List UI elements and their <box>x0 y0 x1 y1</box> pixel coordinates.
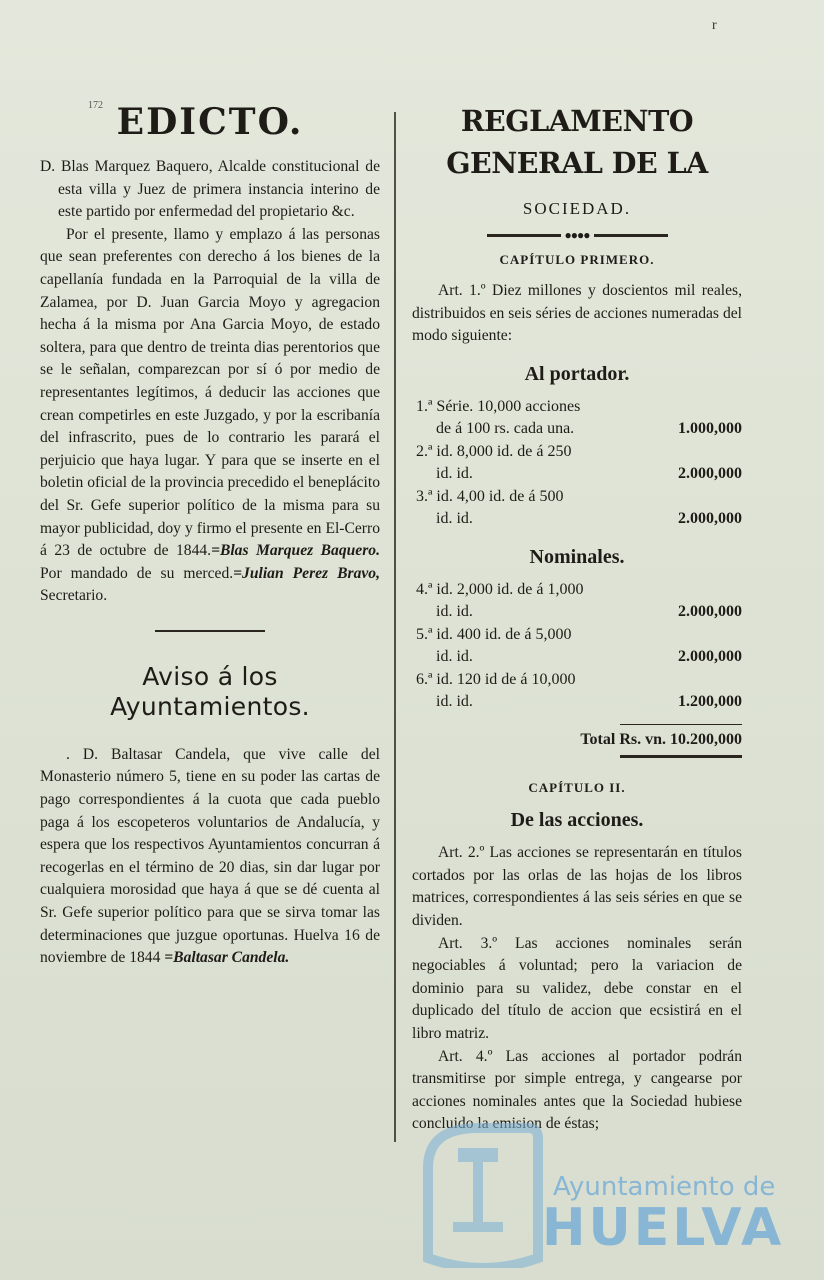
page-mark: r <box>712 18 717 33</box>
edicto-body <box>40 224 380 608</box>
chapter-two-heading: CAPÍTULO II. <box>528 780 626 796</box>
article-4: Art. 4.º Las acciones al portador podrán transmitirse por simple entrega, y cangearse por acciones nominales antes que la Sociedad hubiese concluido la emision de éstas; <box>412 1047 742 1133</box>
series-row: 6.ª id. 120 id de á 10,000 <box>416 670 576 688</box>
edicto-title: EDICTO. <box>116 101 304 143</box>
total-rule <box>620 724 742 726</box>
nominales-heading: Nominales. <box>529 545 625 568</box>
reglamento-subtitle: SOCIEDAD. <box>522 199 632 218</box>
edicto-body-text: Por el presente, llamo y emplazo á las personas que sean preferentes con derecho á los bienes de la capellanía fundada en la Parroquial de la villa de Zalamea, por D. Juan Garcia Moyo y agregacion hecha á la misma por Ana Garcia Moyo, de estado soltera, para que dentro de treinta dias perentorios que se le señalan, comparezcan por sí ó por medio de representantes legítimos, á deducir las acciones que crean competirles en este Juzgado, y por la escribanía del infrascrito, pues de lo contrario les parará el perjuicio que haya lugar. Y para que se inserte en el boletin oficial de la provincia precedido el beneplácito del Sr. Gefe superior político de la misma para su mayor publicidad, doy y firmo el presente en El-Cerro á 23 de octubre de 1844. <box>40 225 380 560</box>
series-row: id. id. 2.000,000 <box>412 601 742 624</box>
ornament-divider: ●●●● <box>412 230 742 240</box>
edicto-intro: D. Blas Marquez Baquero, Alcalde constitucional de esta villa y Juez de primera instancia interino de este partido por enfermedad del propietario &c. <box>40 158 380 221</box>
edicto-signature: =Blas Marquez Baquero. <box>211 542 380 560</box>
series-row: de á 100 rs. cada una. 1.000,000 <box>412 418 742 441</box>
total-double-rule <box>620 755 742 758</box>
watermark-line-2: HUELVA <box>542 1198 785 1258</box>
portador-heading: Al portador. <box>524 362 630 385</box>
series-row: id. id. 2.000,000 <box>412 646 742 669</box>
series-row: 5.ª id. 400 id. de á 5,000 <box>416 625 572 643</box>
right-column <box>412 100 742 1136</box>
watermark-line-1: Ayuntamiento de <box>553 1172 776 1202</box>
aviso-body <box>40 744 380 970</box>
aviso-body-text: . D. Baltasar Candela, que vive calle del Monasterio número 5, tiene en su poder las cartas de pago correspondientes á la cuota que cada pueblo paga á los escopeteros voluntarios de Andalucía, y espera que los respectivos Ayuntamientos concurran á recogerlas en el término de 20 dias, sin dar lugar por cualquiera morosidad que haya á que se dé cuenta al Sr. Gefe superior político para que se sirva tomar las determinaciones que juzgue oportunas. Huelva 16 de noviembre de 1844 <box>40 745 380 967</box>
total: Total Rs. vn. 10.200,000 <box>580 731 742 749</box>
article-1: Art. 1.º Diez millones y doscientos mil reales, distribuidos en seis séries de acciones numeradas del modo siguiente: <box>412 282 742 345</box>
series-nominales <box>412 579 742 714</box>
series-amount: 2.000,000 <box>678 603 742 621</box>
article-3: Art. 3.º Las acciones nominales serán negociables á voluntad; pero la variacion de dominio para su validez, debe constar en el duplicado del título de accion que ecsistirá en el libro matriz. <box>412 934 742 1043</box>
series-amount: 2.000,000 <box>678 465 742 483</box>
edicto-mandate: Por mandado de su merced. <box>40 564 234 582</box>
article-2: Art. 2.º Las acciones se representarán en títulos cortados por las orlas de las hojas de los libros matrices, correspondientes á las seis séries en que se dividen. <box>412 844 742 930</box>
series-row: 3.ª id. 4,00 id. de á 500 <box>416 487 564 505</box>
series-row: id. id. 2.000,000 <box>412 508 742 531</box>
edicto-secretary-name: =Julian Perez Bravo, <box>233 564 380 582</box>
series-row: 4.ª id. 2,000 id. de á 1,000 <box>416 580 584 598</box>
corner-mark: 172 <box>88 100 103 111</box>
aviso-signature: =Baltasar Candela. <box>160 949 290 967</box>
reglamento-title: REGLAMENTO GENERAL DE LA <box>446 104 708 180</box>
series-amount: 1.000,000 <box>678 420 742 438</box>
aviso-title: Aviso á los Ayuntamientos. <box>110 661 310 721</box>
column-divider <box>394 112 396 1142</box>
series-row: id. id. 1.200,000 <box>412 691 742 714</box>
left-column <box>40 100 380 970</box>
series-amount: 2.000,000 <box>678 648 742 666</box>
section-rule <box>155 630 265 632</box>
series-row: 1.ª Série. 10,000 acciones <box>416 397 581 415</box>
series-amount: 1.200,000 <box>678 693 742 711</box>
acciones-heading: De las acciones. <box>510 809 644 832</box>
series-portador <box>412 396 742 531</box>
chapter-one-heading: CAPÍTULO PRIMERO. <box>499 252 655 267</box>
edicto-secretary-role: Secretario. <box>40 587 108 605</box>
series-amount: 2.000,000 <box>678 510 742 528</box>
series-row: id. id. 2.000,000 <box>412 463 742 486</box>
series-row: 2.ª id. 8,000 id. de á 250 <box>416 442 572 460</box>
